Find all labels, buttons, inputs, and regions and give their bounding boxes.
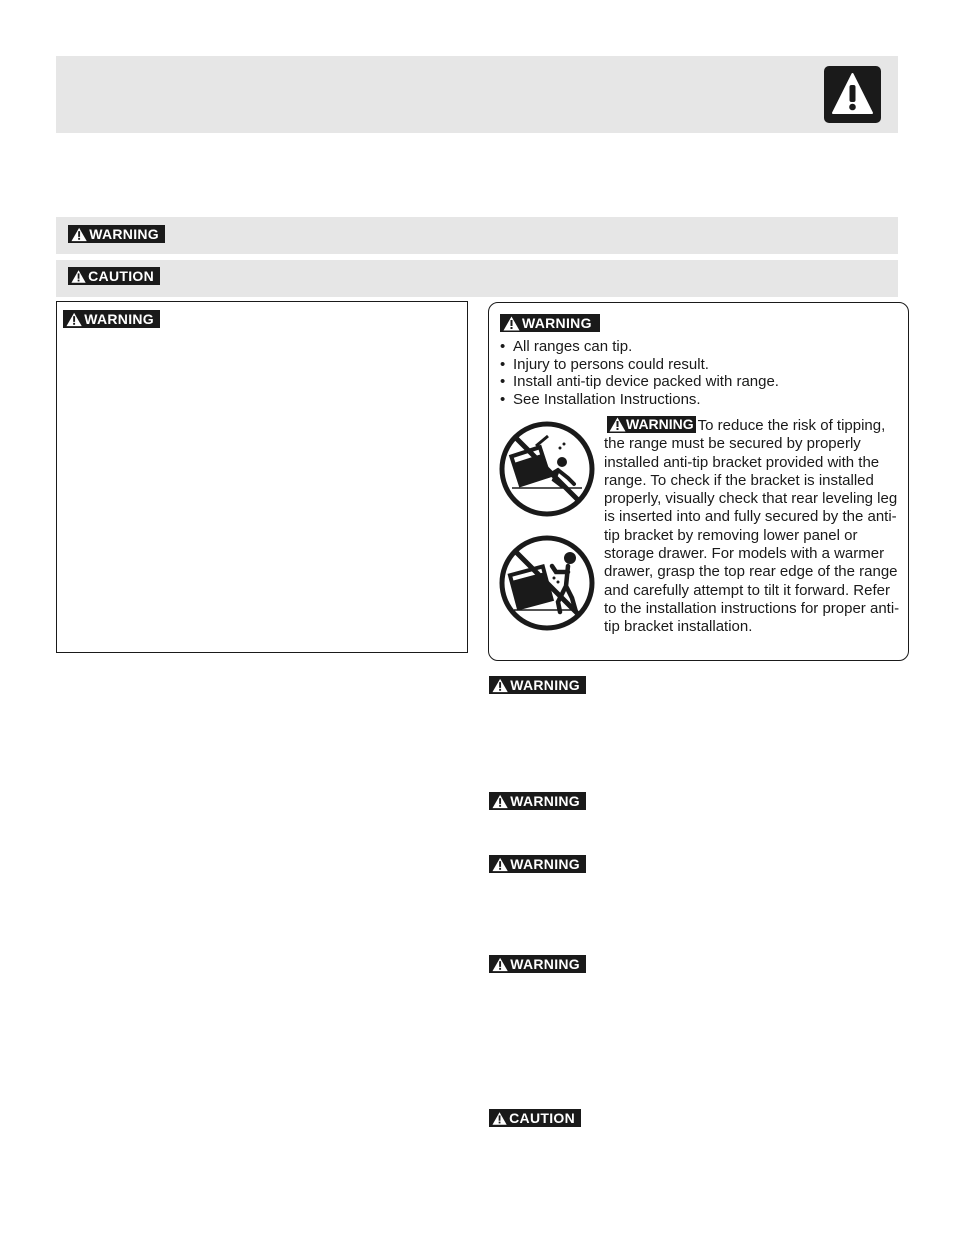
warning-label: WARNING [68,225,165,243]
left-warning-box [56,301,468,653]
warning-triangle-icon [492,857,508,872]
caution-label: CAUTION [489,1109,581,1127]
list-item: • Injury to persons could result. [500,356,779,374]
caution-label: CAUTION [68,267,160,285]
warning-triangle-icon [492,678,508,693]
warning-triangle-icon [609,417,626,432]
warning-triangle-icon [824,66,881,123]
caution-band [56,260,898,297]
warning-triangle-icon [492,957,508,972]
warning-triangle-icon [71,269,86,284]
warning-triangle-icon [71,227,87,242]
no-climbing-on-door-icon [496,418,598,520]
warning-label: WARNING [489,955,586,973]
warning-label: WARNING [500,314,600,332]
no-tipping-range-icon [496,532,598,634]
warning-label: WARNING [607,416,696,433]
list-item: • All ranges can tip. [500,338,779,356]
warning-label: WARNING [489,792,586,810]
header-band [56,56,898,133]
warning-triangle-icon [492,1111,507,1126]
list-item: • Install anti-tip device packed with range. [500,373,779,391]
warning-label: WARNING [489,676,586,694]
list-item: • See Installation Instructions. [500,391,779,409]
warning-triangle-icon [503,316,520,331]
anti-tip-text: To reduce the risk of tipping, the range must be secured by properly installed anti-tip bracket provided with the range. To check if the bracket is installed properly, visually check that rear leveling leg is inserted into and fully secured by the anti-tip bracket by removing lower panel or storage drawer. For models with a warmer drawer, grasp the top rear edge of the range and carefully attempt to tilt it forward. Refer to the installation instructions for proper anti-tip bracket installation. [604,417,900,636]
warning-band [56,217,898,254]
anti-tip-paragraph [604,416,904,637]
warning-triangle-icon [492,794,508,809]
warning-triangle-icon [66,312,82,327]
warning-label: WARNING [63,310,160,328]
warning-label: WARNING [489,855,586,873]
tip-warning-list [500,338,779,408]
